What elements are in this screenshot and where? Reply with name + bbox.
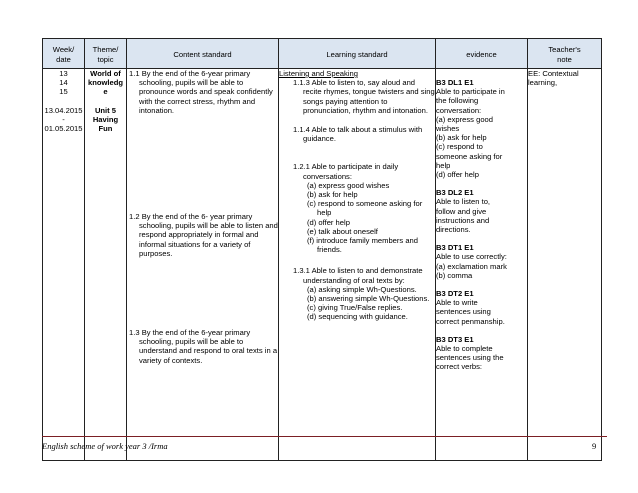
- list-item: (c) giving True/False replies.: [307, 303, 403, 313]
- learning-standard-text: Able to listen to, say aloud and recite rhymes, tongue twisters and sing songs paying attention to pronunciation, rhythm and intonation.: [303, 78, 435, 115]
- topic-line: Fun: [98, 124, 113, 134]
- header-text: [85, 45, 126, 63]
- list-item: (b) answering simple Wh-Questions.: [307, 294, 430, 304]
- header-line: Theme/: [92, 45, 119, 55]
- content-standard-item: [127, 212, 278, 258]
- evidence-line: instructions and: [436, 215, 490, 225]
- table-header-row: [43, 39, 602, 69]
- content-standard-text: By the end of the 6- year primary schooling, pupils will be able to listen and respond appropriately in formal and informal situations for a variety of purposes.: [139, 212, 278, 258]
- evidence-line: the following: [436, 96, 479, 106]
- content-standard-number: 1.2: [129, 212, 140, 222]
- sub-list: [279, 285, 435, 322]
- learning-standard-number: 1.2.1: [293, 162, 310, 172]
- content-standard-item: [127, 328, 278, 365]
- list-item: (c) respond to someone asking for help: [307, 199, 423, 218]
- header-line: note: [557, 54, 572, 64]
- header-content-standard: Content standard: [127, 39, 279, 69]
- header-evidence: evidence: [436, 39, 528, 69]
- learning-standard-item: [279, 162, 435, 180]
- week-number: 14: [59, 78, 68, 88]
- evidence-code: B3 DL1 E1: [436, 78, 474, 87]
- evidence-line: Able to write: [436, 298, 478, 308]
- evidence-line: Able to listen to,: [436, 197, 491, 207]
- evidence-code: B3 DT1 E1: [436, 243, 474, 253]
- theme-line: World of: [90, 69, 121, 78]
- header-text: [43, 45, 84, 63]
- evidence-line: sentences using the: [436, 353, 504, 363]
- evidence-line: correct verbs:: [436, 362, 482, 372]
- list-item: (b) ask for help: [307, 190, 358, 200]
- list-item: (f) introduce family members and friends.: [307, 236, 418, 255]
- learning-standard-item: [279, 78, 435, 115]
- header-line: topic: [97, 54, 114, 64]
- content-standard-item: [127, 69, 278, 115]
- evidence-line: (a) exclamation mark: [436, 261, 507, 271]
- week-number: 15: [59, 87, 68, 97]
- scheme-of-work-table: [42, 38, 602, 461]
- learning-standard-number: 1.3.1: [293, 266, 310, 276]
- evidence-line: someone asking for: [436, 151, 503, 161]
- learning-standard-item: [279, 125, 435, 143]
- evidence-line: Able to participate in: [436, 87, 505, 97]
- header-line: Teacher's: [548, 45, 581, 55]
- learning-standard-text: Able to participate in daily conversations:: [303, 162, 399, 181]
- evidence-line: (d) offer help: [436, 170, 479, 180]
- topic-line: Having: [92, 114, 119, 124]
- evidence-cell: [436, 69, 528, 461]
- evidence-line: conversation:: [436, 105, 482, 115]
- evidence-block: [436, 335, 527, 372]
- evidence-block: [436, 188, 527, 234]
- learning-standard-number: 1.1.3: [293, 78, 310, 88]
- evidence-code: B3 DT3 E1: [436, 334, 474, 344]
- list-item: (e) talk about oneself: [307, 226, 378, 236]
- table-row: [43, 69, 602, 461]
- learning-standard-number: 1.1.4: [293, 125, 310, 135]
- list-item: (d) offer help: [307, 217, 350, 227]
- end-date: 01.05.2015: [44, 124, 83, 134]
- theme-line: knowledg: [87, 78, 124, 88]
- evidence-line: directions.: [436, 225, 471, 235]
- learning-standard-text: Able to talk about a stimulus with guidance.: [303, 125, 423, 144]
- evidence-line: Able to complete: [436, 344, 493, 354]
- note-line: learning,: [528, 78, 558, 88]
- evidence-line: (b) comma: [436, 270, 473, 280]
- content-standard-number: 1.3: [129, 328, 140, 338]
- evidence-block: [436, 243, 527, 280]
- evidence-line: sentences using: [436, 307, 491, 317]
- evidence-code: B3 DT2 E1: [436, 289, 474, 299]
- evidence-code: B3 DL2 E1: [436, 188, 474, 198]
- content-standard-text: By the end of the 6-year primary schooling, pupils will be able to understand and respond to oral texts in a variety of contexts.: [139, 328, 278, 365]
- footer-divider: [42, 436, 607, 437]
- start-date: 13.04.2015: [44, 105, 83, 115]
- week-date-cell: [43, 69, 85, 461]
- evidence-line: correct penmanship.: [436, 316, 505, 326]
- header-line: Week/: [52, 45, 75, 55]
- list-item: (a) asking simple Wh-Questions.: [307, 284, 417, 294]
- header-theme-topic: [85, 39, 127, 69]
- list-item: (d) sequencing with guidance.: [307, 312, 408, 322]
- evidence-line: (b) ask for help: [436, 133, 487, 143]
- week-number: 13: [59, 69, 68, 78]
- page-number: 9: [592, 441, 597, 451]
- content-standard-number: 1.1: [129, 69, 140, 78]
- theme-line: e: [103, 87, 108, 97]
- learning-heading: Listening and Speaking: [279, 69, 358, 78]
- content-standard-cell: [127, 69, 279, 461]
- sub-list: [279, 181, 435, 255]
- evidence-line: follow and give: [436, 206, 487, 216]
- unit-label: Unit 5: [94, 105, 117, 115]
- learning-standard-cell: [279, 69, 436, 461]
- evidence-line: wishes: [436, 124, 460, 134]
- list-item: (a) express good wishes: [307, 180, 390, 190]
- footer-title: English scheme of work year 3 /Irma: [42, 441, 168, 451]
- evidence-line: (a) express good: [436, 114, 493, 124]
- evidence-line: help: [436, 160, 451, 170]
- header-week-date: [43, 39, 85, 69]
- learning-standard-item: [279, 266, 435, 284]
- evidence-line: (c) respond to: [436, 142, 483, 152]
- header-teachers-note: [528, 39, 602, 69]
- evidence-block: [436, 78, 527, 179]
- note-line: EE: Contextual: [528, 69, 579, 78]
- date-separator: -: [62, 114, 65, 124]
- learning-standard-text: Able to listen to and demonstrate understanding of oral texts by:: [303, 266, 423, 285]
- evidence-block: [436, 289, 527, 326]
- header-line: date: [56, 54, 71, 64]
- teachers-note-cell: [528, 69, 602, 461]
- evidence-line: Able to use correctly:: [436, 252, 507, 262]
- header-text: [528, 45, 601, 63]
- content-standard-text: By the end of the 6-year primary schooling, pupils will be able to pronounce words and speak confidently with the correct stress, rhythm and intonation.: [139, 69, 273, 115]
- theme-topic-cell: [85, 69, 127, 461]
- header-learning-standard: Learning standard: [279, 39, 436, 69]
